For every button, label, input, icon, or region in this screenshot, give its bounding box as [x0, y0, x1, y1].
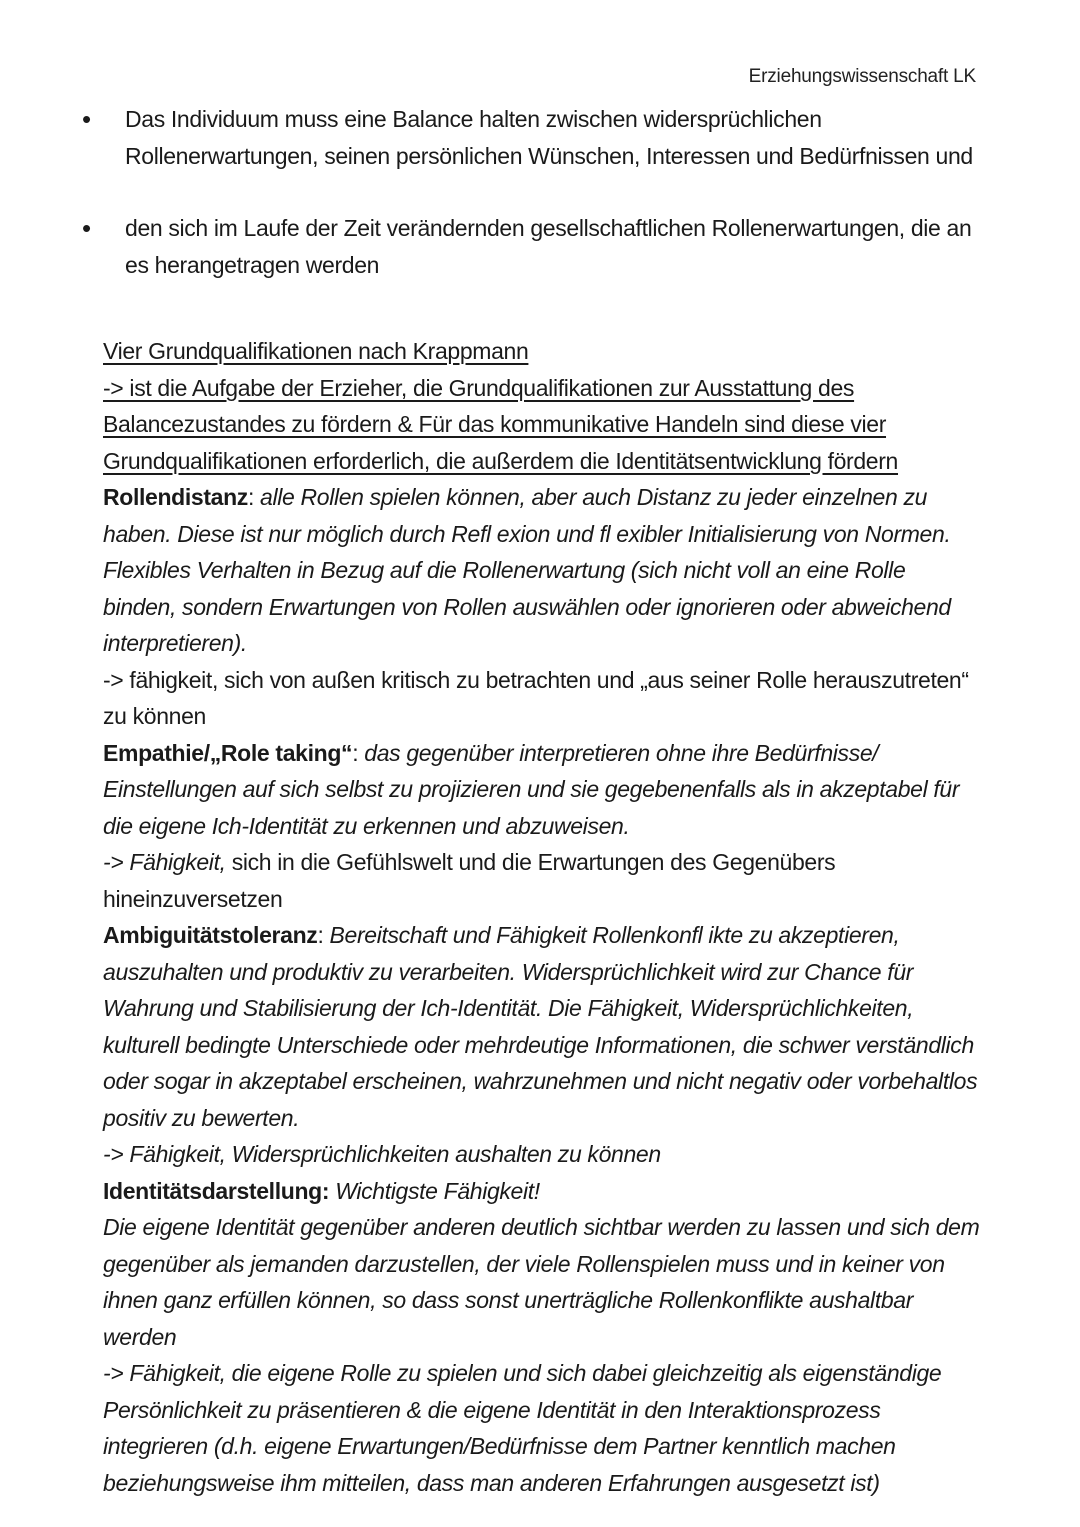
section-intro — [103, 370, 983, 480]
term-definition: das gegenüber interpretieren ohne ihre Bedürfnisse/ Einstellungen auf sich selbst zu projizieren und sie gegebenenfalls als in akzeptabel für die eigene Ich-Identität zu erkennen und abzuweisen. — [103, 739, 960, 839]
section-heading — [103, 333, 983, 370]
term-definition: Bereitschaft und Fähigkeit Rollenkonfl ikte zu akzeptieren, auszuhalten und produktiv zu verarbeiten. Widersprüchlichkeit wird zur Chance für Wahrung und Stabilisierung der Ich-Identität. Die Fähigkeit, Widersprüchlichkeiten, kulturell bedingte Unterschiede oder mehrdeutige Informationen, die schwer verständlich oder sogar in akzeptabel erscheinen, wahrzunehmen und nicht negativ oder vorbehaltlos positiv zu bewerten. — [103, 922, 978, 1131]
bullet-text: den sich im Laufe der Zeit verändernden gesellschaftlichen Rollenerwartungen, die an es herangetragen werden — [125, 215, 972, 278]
term-colon: : — [352, 739, 359, 766]
term-title: Ambiguitätstoleranz — [103, 922, 318, 948]
term-note-text: -> fähigkeit, sich von außen kritisch zu betrachten und „aus seiner Rolle herauszutreten“ zu können — [103, 666, 969, 729]
term-empathie — [103, 735, 983, 845]
page-content — [82, 101, 983, 1501]
term-identitaetsdarstellung — [103, 1173, 983, 1210]
term-rollendistanz — [103, 479, 983, 662]
page-header: Erziehungswissenschaft LK — [748, 66, 976, 87]
bullet-text: Das Individuum muss eine Balance halten zwischen widersprüchlichen Rollenerwartungen, seinen persönlichen Wünschen, Interessen und Bedürfnissen und — [125, 106, 973, 169]
term-note — [103, 662, 983, 735]
term-note — [103, 1136, 983, 1173]
term-note-prefix: -> Fähigkeit, Widersprüchlichkeiten aushalten zu können — [103, 1141, 661, 1167]
bullet-item — [82, 210, 983, 283]
term-note-text: sich in die Gefühlswelt und die Erwartungen des Gegenübers hineinzuversetzen — [103, 849, 836, 912]
term-note-prefix: -> Fähigkeit, — [103, 849, 226, 875]
bullet-item — [82, 101, 983, 174]
term-definition: alle Rollen spielen können, aber auch Distanz zu jeder einzelnen zu haben. Diese ist nur möglich durch Refl exion und fl exibler Initialisierung von Normen. Flexibles Verhalten in Bezug auf die Rollenerwartung (sich nicht voll an eine Rolle binden, sondern Erwartungen von Rollen auswählen oder ignorieren oder abweichend interpretieren). — [103, 484, 951, 656]
bullet-icon: • — [82, 104, 91, 134]
section-intro-text: -> ist die Aufgabe der Erzieher, die Grundqualifikationen zur Ausstattung des Balancezustandes zu fördern & Für das kommunikative Handeln sind diese vier Grundqualifikationen erforderlich, die außerdem die Identitätsentwicklung fördern — [103, 374, 899, 474]
bullet-list — [82, 101, 983, 283]
term-ambiguitaetstoleranz — [103, 917, 983, 1136]
term-colon: : — [317, 922, 324, 948]
term-colon: : — [247, 484, 255, 510]
term-title: Empathie/„Role taking“ — [103, 739, 353, 766]
term-extra: Die eigene Identität gegenüber anderen deutlich sichtbar werden zu lassen und sich dem gegenüber als jemanden darzustellen, der viele Rollenspielen muss und in keiner von ihnen ganz erfüllen können, so dass sonst unerträgliche Rollenkonflikte aushaltbar werden — [103, 1214, 980, 1350]
term-note — [103, 844, 983, 917]
term-title: Identitätsdarstellung: — [103, 1177, 330, 1204]
term-definition: Wichtigste Fähigkeit! — [329, 1177, 540, 1204]
bullet-icon: • — [82, 213, 91, 243]
term-note: -> Fähigkeit, die eigene Rolle zu spielen und sich dabei gleichzeitig als eigenständige Persönlichkeit zu präsentieren & die eigene Identität in den Interaktionsprozess integrieren (d.h. eigene Erwartungen/Bedürfnisse dem Partner kenntlich machen beziehungsweise ihm mitteilen, dass man anderen Erfahrungen ausgesetzt ist) — [103, 1360, 942, 1496]
term-title: Rollendistanz — [103, 484, 248, 510]
section-title: Vier Grundqualifikationen nach Krappmann — [103, 338, 529, 364]
